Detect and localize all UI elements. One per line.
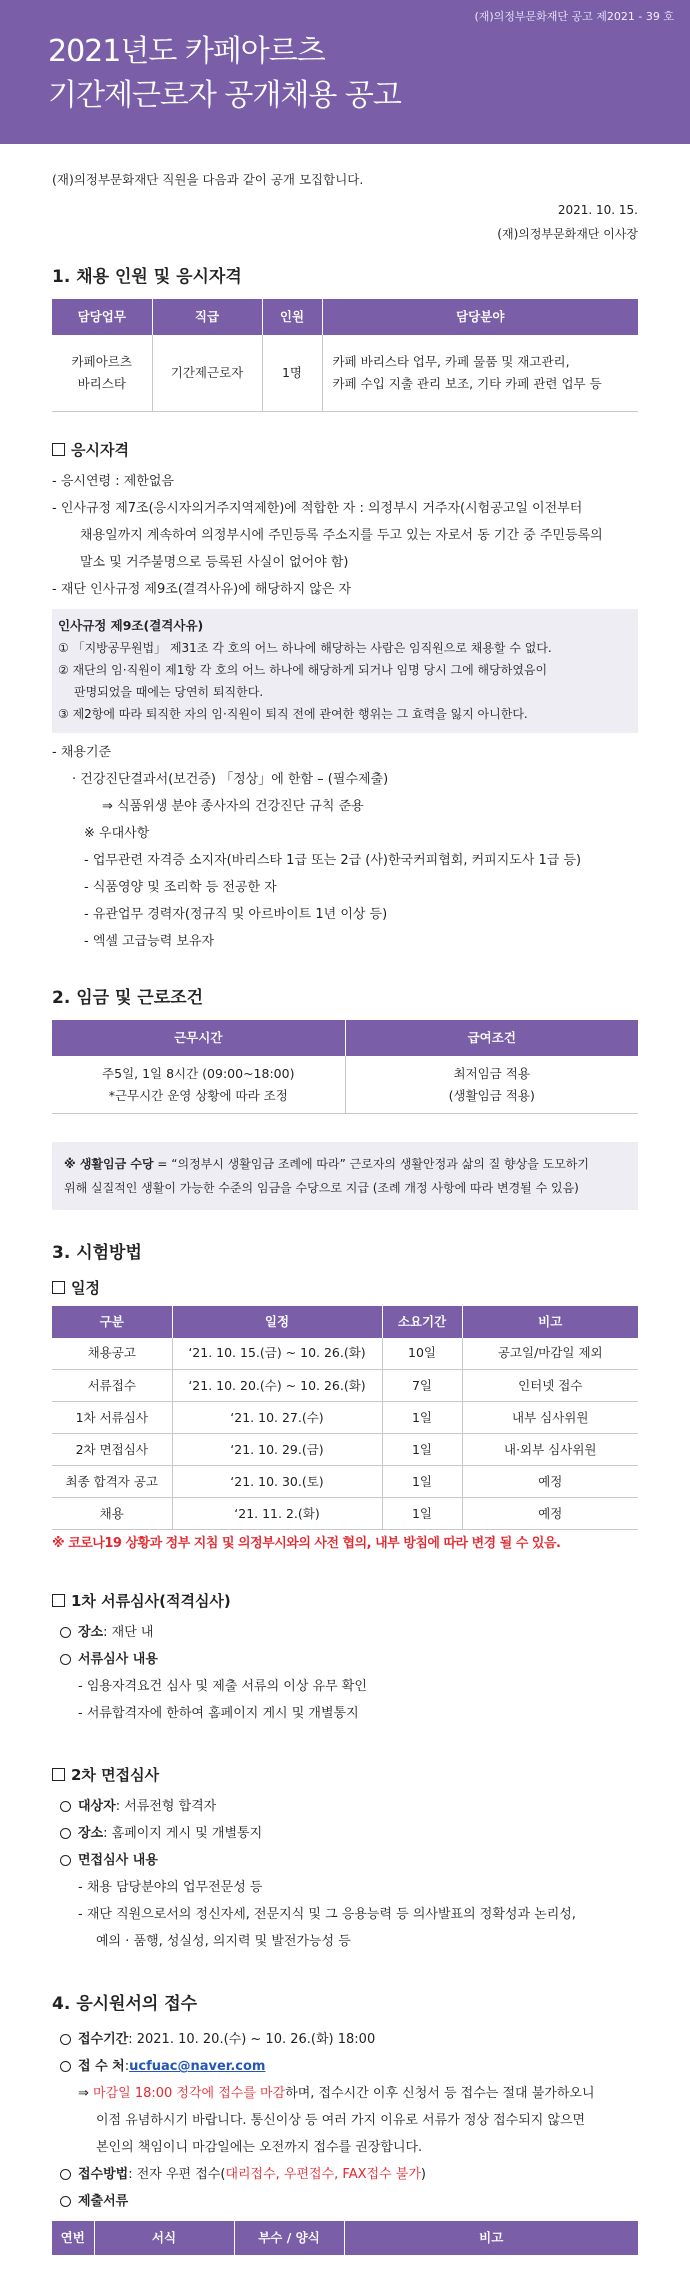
period-value: : 2021. 10. 20.(수) ~ 10. 26.(화) 18:00 bbox=[128, 2032, 376, 2048]
cell-type: 2차 면접심사 bbox=[52, 1434, 172, 1466]
header-copies: 부수 / 양식 bbox=[234, 2221, 344, 2255]
dest-label: 접 수 처 bbox=[78, 2059, 125, 2075]
table-header-row bbox=[52, 2221, 638, 2255]
table-row bbox=[52, 1056, 638, 1114]
issuer: (재)의정부문화재단 이사장 bbox=[497, 227, 638, 241]
section-3-title: 3. 시험방법 bbox=[52, 1243, 142, 1264]
list-item bbox=[52, 1820, 638, 1847]
law-item-3: ③ 제2항에 따라 퇴직한 자의 임·직원이 퇴직 전에 관여한 행위는 그 효력을 잃지 아니한다. bbox=[58, 706, 528, 721]
list-item: - 인사규정 제7조(응시자의거주지역제한)에 적합한 자 : 의정부시 거주자(시험공고일 이전부터 bbox=[52, 500, 583, 516]
arrow-icon: ⇒ bbox=[78, 2086, 94, 2102]
header-hours: 근무시간 bbox=[52, 1020, 345, 1056]
deadline-warning: 마감일 18:00 정각에 접수를 마감 bbox=[93, 2086, 286, 2102]
law-item-2: ② 재단의 임·직원이 제1항 각 호의 어느 하나에 해당하게 되거나 임명 당시 그에 해당하였음이 bbox=[58, 662, 548, 677]
header-form: 서식 bbox=[94, 2221, 234, 2255]
schedule-title bbox=[52, 1276, 638, 1300]
schedule-table bbox=[52, 1306, 638, 1531]
living-wage-note bbox=[52, 1142, 638, 1210]
list-item: 이점 유념하시기 바랍니다. 통신이상 등 여러 가지 이유로 서류가 정상 접수되지 않으면 bbox=[96, 2113, 586, 2129]
doc-content-label: 서류심사 내용 bbox=[78, 1651, 158, 1667]
method-value: : 전자 우편 접수( bbox=[128, 2167, 226, 2183]
cell-period: 1일 bbox=[382, 1498, 462, 1530]
schedule-title-text: 일정 bbox=[71, 1278, 100, 1297]
pay-line-1: 최저임금 적용 bbox=[453, 1065, 530, 1081]
list-item bbox=[52, 2188, 638, 2215]
docs-label: 제출서류 bbox=[78, 2194, 129, 2210]
table-row bbox=[52, 1434, 638, 1466]
header-banner bbox=[0, 0, 690, 144]
law-item-2-cont: 판명되었을 때에는 당연히 퇴직한다. bbox=[74, 684, 264, 699]
list-item: 본인의 책임이니 마감일에는 오전까지 접수를 권장합니다. bbox=[96, 2140, 423, 2156]
list-item: - 재단 직원으로서의 정신자세, 전문지식 및 그 응용능력 등 의사발표의 정확성과 논리성, bbox=[78, 1906, 576, 1922]
cell-note: 예정 bbox=[462, 1498, 638, 1530]
note-rest: = “의정부시 생활임금 조례에 따라” 근로자의 생활안정과 삶의 질 향상을 도모하기 bbox=[153, 1157, 589, 1172]
note-line-1 bbox=[64, 1152, 626, 1176]
list-item bbox=[52, 1793, 638, 1820]
section-exam bbox=[0, 1240, 690, 1954]
circle-bullet-icon bbox=[60, 2196, 71, 2207]
criteria-health-note: ⇒ 식품위생 분야 종사자의 건강진단 규칙 준용 bbox=[102, 798, 364, 814]
criteria-block bbox=[52, 739, 638, 955]
section-4-title: 4. 응시원서의 접수 bbox=[52, 1993, 198, 2014]
cell-date: ‘21. 10. 15.(금) ~ 10. 26.(화) bbox=[172, 1338, 382, 1370]
duty-line-2: 바리스타 bbox=[77, 375, 126, 391]
list-item bbox=[52, 1619, 638, 1646]
deadline-rest: 하며, 접수시간 이후 신청서 등 접수는 절대 불가하오니 bbox=[285, 2086, 595, 2102]
qualification-title bbox=[52, 438, 638, 462]
circle-bullet-icon bbox=[60, 1627, 71, 1638]
application-list bbox=[52, 2026, 638, 2215]
table-row bbox=[52, 1498, 638, 1530]
checkbox-square-icon bbox=[52, 1768, 65, 1781]
table-row bbox=[52, 1338, 638, 1370]
interview-target-value: : 서류전형 합격자 bbox=[115, 1798, 217, 1814]
notice-date: 2021. 10. 15. bbox=[557, 203, 638, 217]
list-item bbox=[52, 2080, 638, 2107]
header-duty: 담당업무 bbox=[52, 299, 152, 335]
doc-place-value: : 재단 내 bbox=[103, 1624, 154, 1640]
grade-cell: 기간제근로자 bbox=[152, 335, 262, 411]
title-line-1: 2021년도 카페아르츠 bbox=[48, 34, 325, 69]
list-item: - 업무관련 자격증 소지자(바리스타 1급 또는 2급 (사)한국커피협회, 커피지도사 1급 등) bbox=[84, 852, 582, 868]
field-cell bbox=[322, 335, 638, 411]
circle-bullet-icon bbox=[60, 1855, 71, 1866]
section-application bbox=[0, 1991, 690, 2255]
list-item: - 임용자격요건 심사 및 제출 서류의 이상 유무 확인 bbox=[78, 1678, 367, 1694]
criteria-title: - 채용기준 bbox=[52, 744, 112, 760]
table-header-row bbox=[52, 1306, 638, 1338]
table-row bbox=[52, 1466, 638, 1498]
interview-place-value: : 홈페이지 게시 및 개별통지 bbox=[103, 1825, 263, 1841]
documents-table bbox=[52, 2221, 638, 2255]
header-field: 담당분야 bbox=[322, 299, 638, 335]
note-line-2: 위해 실질적인 생활이 가능한 수준의 임금을 수당으로 지급 (조례 개정 사항에 따라 변경될 수 있음) bbox=[64, 1181, 579, 1196]
qualification-title-text: 응시자격 bbox=[71, 440, 129, 459]
table-header-row bbox=[52, 299, 638, 335]
section-wage bbox=[0, 985, 690, 1211]
wage-table bbox=[52, 1020, 638, 1115]
pay-cell bbox=[345, 1056, 638, 1114]
table-row bbox=[52, 1370, 638, 1402]
period-label: 접수기간 bbox=[78, 2032, 129, 2048]
circle-bullet-icon bbox=[60, 2169, 71, 2180]
title-line-2: 기간제근로자 공개채용 공고 bbox=[48, 78, 401, 113]
duty-line-1: 카페아르츠 bbox=[71, 353, 132, 369]
cell-date: ‘21. 10. 29.(금) bbox=[172, 1434, 382, 1466]
cell-period: 1일 bbox=[382, 1402, 462, 1434]
interview-title bbox=[52, 1763, 638, 1787]
table-header-row bbox=[52, 1020, 638, 1056]
interview-place-label: 장소 bbox=[78, 1825, 104, 1841]
field-line-2: 카페 수입 지출 관리 보조, 기타 카페 관련 업무 등 bbox=[332, 375, 602, 391]
list-item: - 엑셀 고급능력 보유자 bbox=[84, 933, 215, 949]
email-link[interactable]: ucfuac@naver.com bbox=[129, 2059, 266, 2075]
hours-cell bbox=[52, 1056, 345, 1114]
date-block bbox=[0, 198, 690, 246]
method-end: ) bbox=[420, 2167, 426, 2183]
table-row bbox=[52, 335, 638, 411]
checkbox-square-icon bbox=[52, 1281, 65, 1294]
list-item: - 식품영양 및 조리학 등 전공한 자 bbox=[84, 879, 277, 895]
section-1-title: 1. 채용 인원 및 응시자격 bbox=[52, 267, 242, 287]
preference-title: ※ 우대사항 bbox=[84, 825, 150, 841]
disqualification-law-box bbox=[52, 609, 638, 733]
list-item: - 유관업무 경력자(정규직 및 아르바이트 1년 이상 등) bbox=[84, 906, 388, 922]
interview-content-label: 면접심사 내용 bbox=[78, 1852, 158, 1868]
cell-type: 1차 서류심사 bbox=[52, 1402, 172, 1434]
list-item bbox=[52, 1847, 638, 1874]
list-item: - 재단 인사규정 제9조(결격사유)에 해당하지 않은 자 bbox=[52, 581, 352, 597]
header-count: 인원 bbox=[262, 299, 322, 335]
count-cell: 1명 bbox=[262, 335, 322, 411]
list-item bbox=[52, 2026, 638, 2053]
cell-date: ‘21. 10. 20.(수) ~ 10. 26.(화) bbox=[172, 1370, 382, 1402]
doc-place-label: 장소 bbox=[78, 1624, 104, 1640]
page-title bbox=[48, 30, 401, 118]
section-recruitment bbox=[0, 264, 690, 955]
dest-sep: : bbox=[124, 2059, 130, 2075]
list-item bbox=[52, 2161, 638, 2188]
list-item: - 채용 담당분야의 업무전문성 등 bbox=[78, 1879, 263, 1895]
cell-date: ‘21. 11. 2.(화) bbox=[172, 1498, 382, 1530]
checkbox-square-icon bbox=[52, 443, 65, 456]
cell-note: 공고일/마감일 제외 bbox=[462, 1338, 638, 1370]
hours-line-1: 주5일, 1일 8시간 (09:00~18:00) bbox=[102, 1065, 295, 1081]
checkbox-square-icon bbox=[52, 1594, 65, 1607]
header-remark: 비고 bbox=[344, 2221, 638, 2255]
cell-type: 채용 bbox=[52, 1498, 172, 1530]
cell-period: 1일 bbox=[382, 1434, 462, 1466]
header-no: 연번 bbox=[52, 2221, 94, 2255]
cell-note: 인터넷 접수 bbox=[462, 1370, 638, 1402]
circle-bullet-icon bbox=[60, 1828, 71, 1839]
list-item: 말소 및 거주불명으로 등록된 사실이 없어야 함) bbox=[80, 554, 349, 570]
doc-review-list bbox=[52, 1619, 638, 1727]
header-type: 구분 bbox=[52, 1306, 172, 1338]
interview-title-text: 2차 면접심사 bbox=[71, 1765, 160, 1784]
list-item bbox=[52, 1646, 638, 1673]
pay-line-2: (생활임금 적용) bbox=[448, 1087, 535, 1103]
cell-type: 최종 합격자 공고 bbox=[52, 1466, 172, 1498]
cell-type: 채용공고 bbox=[52, 1338, 172, 1370]
qualification-list bbox=[52, 468, 638, 603]
field-line-1: 카페 바리스타 업무, 카페 물품 및 재고관리, bbox=[332, 353, 570, 369]
duty-cell bbox=[52, 335, 152, 411]
list-item: 예의 · 품행, 성실성, 의지력 및 발전가능성 등 bbox=[96, 1933, 351, 1949]
circle-bullet-icon bbox=[60, 2061, 71, 2072]
criteria-health: · 건강진단결과서(보건증) 「정상」에 한함 – (필수제출) bbox=[72, 771, 389, 787]
method-red: 대리접수, 우편접수, FAX접수 불가 bbox=[225, 2167, 421, 2183]
cell-note: 내·외부 심사위원 bbox=[462, 1434, 638, 1466]
intro-text: (재)의정부문화재단 직원을 다음과 같이 공개 모집합니다. bbox=[52, 172, 364, 187]
list-item bbox=[52, 2053, 638, 2080]
cell-date: ‘21. 10. 30.(토) bbox=[172, 1466, 382, 1498]
circle-bullet-icon bbox=[60, 1801, 71, 1812]
notice-number: (재)의정부문화재단 공고 제2021 - 39 호 bbox=[474, 10, 674, 23]
hours-line-2: *근무시간 운영 상황에 따라 조정 bbox=[108, 1087, 288, 1103]
header-note: 비고 bbox=[462, 1306, 638, 1338]
doc-review-title bbox=[52, 1589, 638, 1613]
cell-period: 1일 bbox=[382, 1466, 462, 1498]
cell-period: 7일 bbox=[382, 1370, 462, 1402]
cell-type: 서류접수 bbox=[52, 1370, 172, 1402]
interview-list bbox=[52, 1793, 638, 1955]
interview-target-label: 대상자 bbox=[78, 1798, 116, 1814]
law-item-1: ① 「지방공무원법」 제31조 각 호의 어느 하나에 해당하는 사람은 임직원으로 채용할 수 없다. bbox=[58, 640, 552, 655]
list-item: - 응시연령 : 제한없음 bbox=[52, 473, 174, 489]
list-item: 채용일까지 계속하여 의정부시에 주민등록 주소지를 두고 있는 자로서 동 기간 중 주민등록의 bbox=[80, 527, 603, 543]
cell-date: ‘21. 10. 27.(수) bbox=[172, 1402, 382, 1434]
note-bold: ※ 생활임금 수당 bbox=[64, 1157, 154, 1172]
law-title: 인사규정 제9조(결격사유) bbox=[58, 617, 204, 633]
table-row bbox=[52, 1402, 638, 1434]
method-label: 접수방법 bbox=[78, 2167, 129, 2183]
cell-period: 10일 bbox=[382, 1338, 462, 1370]
doc-review-title-text: 1차 서류심사(적격심사) bbox=[71, 1591, 231, 1610]
header-grade: 직급 bbox=[152, 299, 262, 335]
cell-note: 내부 심사위원 bbox=[462, 1402, 638, 1434]
recruitment-table bbox=[52, 299, 638, 412]
circle-bullet-icon bbox=[60, 2034, 71, 2045]
list-item: - 서류합격자에 한하여 홈페이지 게시 및 개별통지 bbox=[78, 1705, 359, 1721]
header-pay: 급여조건 bbox=[345, 1020, 638, 1056]
header-date: 일정 bbox=[172, 1306, 382, 1338]
circle-bullet-icon bbox=[60, 1654, 71, 1665]
covid-notice: ※ 코로나19 상황과 정부 지침 및 의정부시와의 사전 협의, 내부 방침에 따라 변경 될 수 있음. bbox=[52, 1536, 561, 1552]
section-2-title: 2. 임금 및 근로조건 bbox=[52, 987, 203, 1008]
cell-note: 예정 bbox=[462, 1466, 638, 1498]
header-period: 소요기간 bbox=[382, 1306, 462, 1338]
